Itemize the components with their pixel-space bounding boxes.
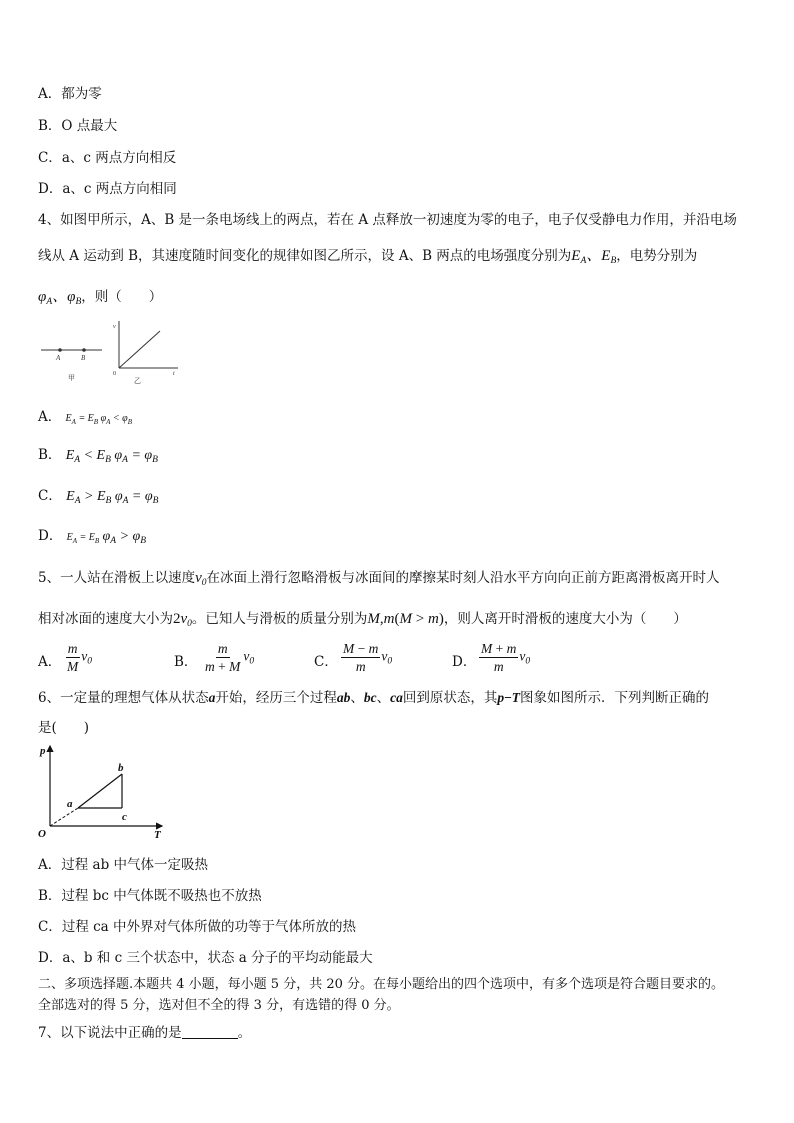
pT-symbol: p−T (497, 690, 521, 705)
mass-symbols: M,m(M > m) (367, 611, 444, 627)
figure-jia (38, 322, 108, 384)
section2-instructions-line1: 二、多项选择题.本题共 4 小题，每小题 5 分，共 20 分。在每小题给出的四个选项中，有多个选项是符合题目要求的。 (38, 977, 725, 992)
pt-graph-point-c: c (122, 811, 127, 823)
q5-stem-line1 (38, 566, 720, 588)
q4-option-b-formula: $E_A < E_B$ $\varphi_A = \varphi_B$ (65, 448, 158, 465)
q4-stem-line3 (38, 285, 162, 307)
q5-options (38, 640, 598, 680)
q5-option-a-formula: $\frac{m}{M}$ $v_0$ (67, 641, 92, 674)
figure-yi (110, 318, 182, 384)
q4-option-d-label: D． (38, 528, 63, 544)
q6-line1-tail: 图象如图所示．下列判断正确的 (520, 690, 710, 706)
q4-option-c (38, 484, 158, 506)
q4-option-a-label: A． (38, 409, 62, 425)
q5-line1-tail: 在冰面上滑行忽略滑板与冰面间的摩擦某时刻人沿水平方向向正前方距离滑板离开时人 (206, 570, 720, 586)
q5-option-b-label: B． (174, 654, 198, 670)
q5-option-d-label: D． (452, 654, 477, 670)
q6-state-a: a (208, 690, 216, 705)
q6-line1-mid2: 回到原状态，其 (402, 690, 498, 706)
q5-line2-mid: 。已知人与滑板的质量分别为 (191, 611, 368, 627)
figure-yi-axis-t: t (173, 371, 175, 377)
q6-option-d: D．a、b 和 c 三个状态中，状态 a 分子的平均动能最大 (38, 950, 373, 966)
q6-stem-line2: 是( ) (38, 720, 90, 736)
pt-graph-point-b: b (118, 762, 124, 774)
q3-option-c: C．a、c 两点方向相反 (38, 150, 177, 166)
potential-symbols: $\varphi_A$、$\varphi_B$ (38, 289, 82, 307)
q4-line3-tail: ，则（ ） (81, 289, 163, 305)
q6-proc-ab: ab (336, 690, 351, 705)
q7-end: 。 (237, 1025, 252, 1041)
pt-graph-axis-p: p (40, 745, 46, 757)
q6-line1-text: 6、一定量的理想气体从状态 (38, 690, 209, 706)
q4-option-d (38, 524, 146, 546)
q4-option-c-formula: $E_A > E_B$ $\varphi_A = \varphi_B$ (66, 489, 159, 506)
q3-option-d: D．a、c 两点方向相同 (38, 181, 177, 197)
q7-stem (38, 1021, 251, 1041)
q4-option-d-formula: $E_A = E_B$ $\varphi_A > \varphi_B$ (66, 529, 147, 546)
figure-yi-caption: 乙 (134, 377, 141, 384)
q6-proc-bc: bc (363, 690, 377, 705)
q4-option-c-label: C． (38, 488, 62, 504)
q5-stem-line2 (38, 607, 687, 629)
q5-line2-text: 相对冰面的速度大小为 (38, 611, 173, 627)
v0-symbol: $v_0$ (195, 570, 207, 588)
q4-option-b-label: B． (38, 447, 62, 463)
q5-line2-tail: ，则人离开时滑板的速度大小为（ ） (443, 611, 687, 627)
q4-line2-tail: ，电势分别为 (616, 248, 698, 264)
figure-yi-origin: 0 (113, 371, 116, 377)
q5-option-d-formula: $\frac{M + m}{m}$ $v_0$ (481, 641, 531, 674)
q5-option-a (38, 650, 61, 670)
q6-stem-line1: 6、一定量的理想气体从状态a开始，经历三个过程ab、bc、ca回到原状态，其p−T图象如图所示．下列判断正确的 (38, 690, 710, 706)
pt-graph-origin: O (38, 828, 46, 840)
q5-option-b-formula: $\frac{m}{m + M}$ $v_0$ (205, 641, 255, 674)
two-v0-symbol: $2v_0$ (173, 611, 192, 629)
q4-option-a-formula: $E_A = E_B$ $\varphi_A < \varphi_B$ (65, 413, 132, 426)
q7-answer-blank (182, 1026, 238, 1039)
figure-jia-label-a: A (56, 354, 61, 362)
q3-option-a: A．都为零 (38, 86, 102, 102)
q6-line1-mid1: 开始，经历三个过程 (215, 690, 337, 706)
figure-jia-label-b: B (81, 354, 86, 362)
q6-option-b: B．过程 bc 中气体既不吸热也不放热 (38, 888, 262, 904)
pt-graph-point-a: a (67, 798, 73, 810)
q5-option-c-label: C． (314, 654, 338, 670)
q3-option-b: B．O 点最大 (38, 118, 118, 134)
q6-option-a: A．过程 ab 中气体一定吸热 (38, 857, 209, 873)
q4-line2-text: 线从 A 运动到 B，其速度随时间变化的规律如图乙所示，设 A、B 两点的电场强度分别为 (38, 248, 572, 264)
q6-option-c: C．过程 ca 中外界对气体所做的功等于气体所放的热 (38, 919, 357, 935)
q4-stem-line2 (38, 244, 697, 266)
q4-option-a (38, 405, 132, 426)
field-strength-symbols: $E_A$、$E_B$ (571, 248, 617, 266)
q5-option-a-label: A． (38, 654, 62, 670)
section2-instructions-line2: 全部选对的得 5 分，选对但不全的得 3 分，有选错的得 0 分。 (38, 998, 400, 1013)
q5-option-c-formula: $\frac{M - m}{m}$ $v_0$ (343, 641, 393, 674)
figure-yi-axis-v: v (113, 324, 116, 330)
q6-proc-ca: ca (390, 690, 403, 705)
q5-option-c (314, 650, 338, 670)
q5-line1-text: 5、一人站在滑板上以速度 (38, 570, 196, 586)
pt-graph-axis-T: T (154, 829, 161, 840)
q7-text: 7、以下说法中正确的是 (38, 1025, 182, 1041)
pt-graph (36, 740, 168, 840)
figure-jia-caption: 甲 (68, 374, 75, 382)
q4-option-b (38, 443, 158, 465)
q5-option-d (452, 650, 476, 670)
q5-option-b (174, 650, 197, 670)
q4-stem-line1: 4、如图甲所示，A、B 是一条电场线上的两点，若在 A 点释放一初速度为零的电子，电子仅受静电力作用，并沿电场 (38, 212, 737, 228)
